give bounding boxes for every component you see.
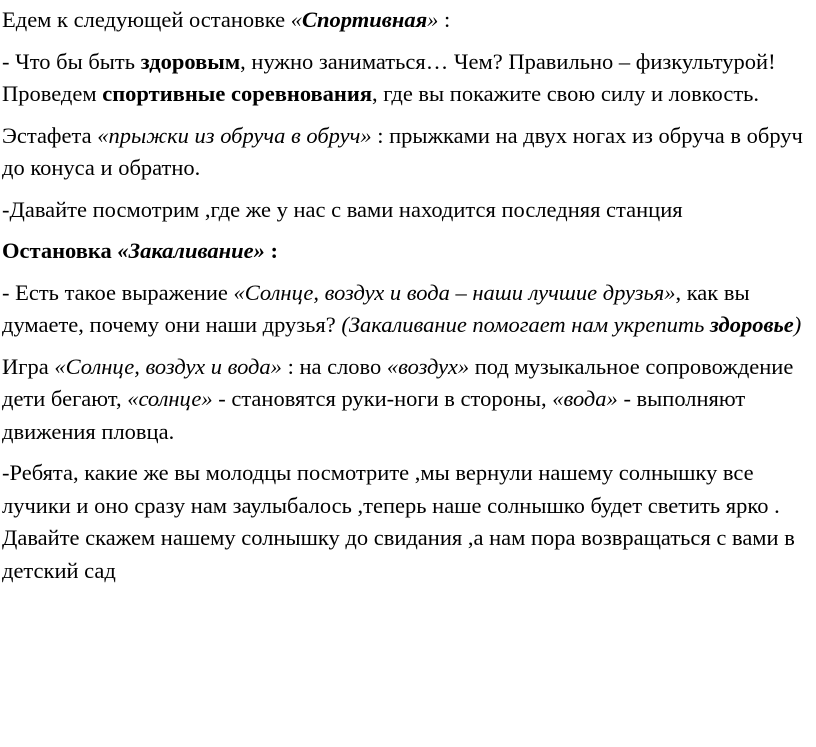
text-run: «Закаливание» bbox=[117, 238, 265, 263]
text-run: , нужно заниматься… Чем? Правильно – физкультурой! Проведем bbox=[2, 48, 776, 106]
text-run: «Солнце, воздух и вода – наши лучшие друзья» bbox=[233, 279, 676, 305]
text-run: ) bbox=[793, 312, 802, 337]
text-run: «воздух» bbox=[386, 353, 470, 379]
paragraph-expression bbox=[2, 277, 810, 342]
text-run: -Ребята, какие же вы молодцы посмотрите ,мы вернули нашему солнышку все лучики и оно сразу нам заулыбалось ,теперь наше солнышко будет светить ярко . Давайте скажем нашему солнышку до свидания ,а нам пора возвращаться с вами в детский сад bbox=[2, 460, 795, 583]
text-run: - Что бы быть bbox=[2, 48, 141, 74]
text-run: Остановка bbox=[2, 238, 118, 263]
text-run: «солнце» bbox=[127, 386, 213, 411]
text-run: «вода» bbox=[552, 386, 618, 411]
text-run: здоровье bbox=[710, 312, 794, 337]
paragraph-closing bbox=[2, 457, 810, 587]
text-run: : bbox=[264, 238, 278, 263]
text-run: » bbox=[427, 7, 439, 32]
paragraph-hardening-stop bbox=[2, 235, 810, 268]
text-run: под музыкальное сопровождение дети бегают, bbox=[2, 353, 794, 411]
text-run: -Давайте посмотрим ,где же у нас с вами находится последняя станция bbox=[2, 196, 683, 222]
text-run: Едем к следующей остановке bbox=[2, 7, 291, 32]
text-run: Спортивная bbox=[302, 7, 428, 32]
text-run: , где вы покажите свою силу и ловкость. bbox=[372, 81, 760, 106]
text-run: - выполняют движения пловца. bbox=[2, 386, 746, 444]
text-run: спортивные соревнования bbox=[102, 81, 373, 106]
text-run: : на слово bbox=[281, 353, 387, 379]
text-run: « bbox=[290, 7, 303, 32]
text-run: «прыжки из обруча в обруч» bbox=[97, 122, 372, 148]
text-run: здоровым bbox=[140, 48, 241, 74]
text-run: (Закаливание помогает нам укрепить bbox=[341, 312, 711, 337]
paragraph-health-intro bbox=[2, 46, 810, 111]
paragraph-game bbox=[2, 351, 810, 449]
text-run: Игра bbox=[2, 353, 55, 379]
text-run: - становятся руки-ноги в стороны, bbox=[212, 386, 553, 411]
text-run: , как вы думаете, почему они наши друзья? bbox=[2, 279, 750, 337]
text-run: «Солнце, воздух и вода» bbox=[54, 353, 282, 379]
text-run: - Есть такое выражение bbox=[2, 279, 234, 305]
text-run: : прыжками на двух ногах из обруча в обруч до конуса и обратно. bbox=[2, 122, 803, 180]
text-run: : bbox=[438, 7, 451, 32]
paragraph-relay bbox=[2, 120, 810, 185]
text-run: Эстафета bbox=[2, 122, 98, 148]
paragraph-sport-stop bbox=[2, 4, 810, 37]
paragraph-last-station bbox=[2, 194, 810, 227]
